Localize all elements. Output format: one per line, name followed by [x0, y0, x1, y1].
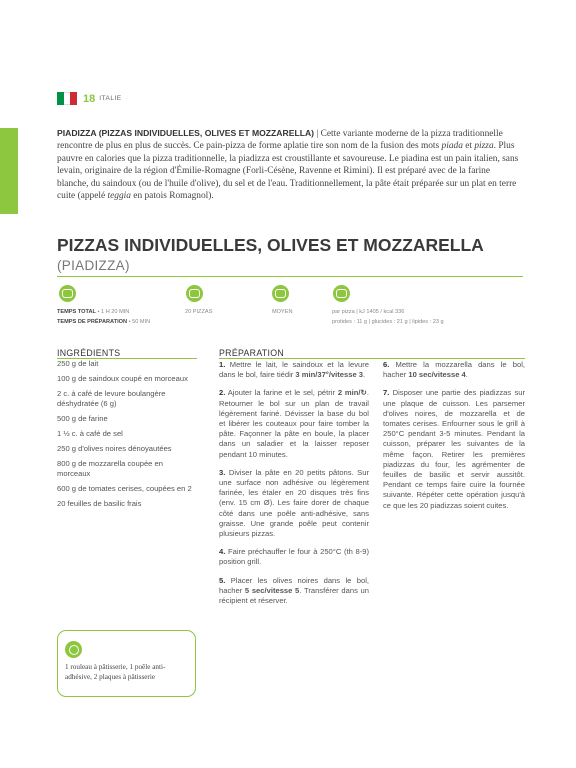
ingredient-item: 600 g de tomates cerises, coupées en 2 — [57, 483, 192, 493]
total-time-value: 1 H 20 MIN — [101, 309, 130, 315]
step-7 — [383, 388, 525, 510]
equipment-icon — [65, 641, 82, 658]
page-header — [57, 92, 122, 105]
intro-text-2: et — [462, 141, 475, 152]
step-5 — [219, 576, 369, 607]
step-1-end: . — [363, 370, 366, 380]
step-3-number: 3. — [219, 467, 226, 477]
step-4 — [219, 547, 369, 567]
step-6-text: Mettre la mozzarella dans le bol, hacher — [383, 360, 525, 380]
ingredient-item: 100 g de saindoux coupé en morceaux — [57, 373, 188, 383]
step-2-end: . Retourner le bol sur un plan de travail légèrement fariné. Dévisser la base du bol et libérer les couteaux pour faire tomber la pâte. Façonner la pâte en boule, la placer dans un saladier et la laisser reposer pendant 10 minutes. — [219, 388, 369, 459]
timer-icon — [59, 285, 76, 302]
equipment-box — [57, 630, 196, 697]
intro-word-pizza: pizza — [474, 141, 494, 152]
ingredient-item: 500 g de farine — [57, 413, 108, 423]
recipe-title-sub: (PIADIZZA) — [57, 258, 130, 273]
intro-text-3: . Plus pauvre en calories que la pizza traditionnelle, la piadizza est croustillante et savoureuse. Le piadina est un pain italien, sans levain, originaire de la région d'Émilie-Romagne (Forli-Césène, Ravenne et Rimini). Il est préparé avec de la farine blanche, du saindoux (ou de l'huile d'olive), du sel et de l'eau. Traditionnellement, la pâte était préparée sur un plat en terre cuite (appelé — [57, 141, 519, 202]
kneading-mode-icon: ↻ — [360, 388, 367, 398]
step-1 — [219, 360, 369, 380]
ingredient-item: 20 feuilles de basilic frais — [57, 498, 142, 508]
preparation-column-1 — [219, 360, 369, 614]
title-divider — [57, 276, 523, 277]
difficulty-value: MOYEN — [272, 309, 293, 315]
step-6 — [383, 360, 525, 380]
page-number: 18 — [83, 92, 96, 105]
step-4-text: Faire préchauffer le four à 250°C (th 8-9) position grill. — [219, 547, 369, 567]
prep-time-value: 50 MIN — [132, 319, 151, 325]
preparation-divider — [219, 358, 525, 359]
recipe-title-main: PIZZAS INDIVIDUELLES, OLIVES ET MOZZARELLA — [57, 235, 484, 255]
italy-flag-icon — [57, 92, 77, 105]
intro-text-4: en patois Romagnol). — [130, 191, 214, 202]
step-6-number: 6. — [383, 360, 390, 369]
ingredient-item: 2 c. à café de levure boulangère déshydratée (6 g) — [57, 388, 166, 408]
ingredients-heading: INGRÉDIENTS — [57, 348, 121, 358]
nutrition-icon — [333, 285, 350, 302]
ingredient-item: 250 g de lait — [57, 359, 99, 368]
intro-title: PIADIZZA (PIZZAS INDIVIDUELLES, OLIVES ET MOZZARELLA) — [57, 128, 315, 138]
step-1-number: 1. — [219, 360, 226, 369]
step-4-number: 4. — [219, 547, 226, 557]
step-6-setting: 10 sec/vitesse 4 — [408, 370, 466, 380]
recipe-title — [57, 236, 527, 275]
step-1-setting: 3 min/37°/vitesse 3 — [295, 370, 364, 380]
step-3-text: Diviser la pâte en 20 petits pâtons. Sur une surface non adhésive ou légèrement farinée, les étaler en 20 disques très fins (env. 15 cm Ø). Les faire dorer de chaque côté dans une poêle anti-adhésive, sans graisse. Une grande poêle peut contenir plusieurs pizzas. — [219, 467, 369, 539]
intro-paragraph — [57, 127, 521, 202]
country-label: ITALIE — [99, 95, 122, 102]
step-1-text: Mettre le lait, le saindoux et la levure dans le bol, faire tiédir — [219, 360, 369, 380]
time-info: TEMPS TOTAL • 1 H 20 MIN TEMPS DE PRÉPARATION • 50 MIN — [57, 309, 151, 325]
intro-separator: | — [314, 129, 321, 139]
step-5-setting: 5 sec/vitesse 5 — [244, 585, 300, 595]
preparation-column-2 — [383, 360, 525, 519]
chapter-tab — [0, 128, 18, 214]
step-7-number: 7. — [383, 388, 390, 398]
step-3 — [219, 468, 369, 539]
step-7-text: Disposer une partie des piadizzas sur une plaque de cuisson. Les parsemer d'olives noires, de mozzarella et de tomates cerises. Enfourner sous le grill à 250°C pendant 3-5 minutes. Pendant la cuisson, préparer les suivantes de la même façon. Retirer les premières piadizzas du four, les agrémenter de feuilles de basilic et servir aussitôt. Pendant ce temps faire cuire la fournée suivante. Répéter cette opération jusqu'à ce que les 20 piadizzas soient cuites. — [383, 388, 525, 510]
ingredient-item: 250 g d'olives noires dénoyautées — [57, 443, 172, 453]
portions-value: 20 PIZZAS — [185, 309, 213, 315]
step-2 — [219, 388, 369, 459]
nutrition-info — [332, 307, 444, 327]
step-2-number: 2. — [219, 388, 226, 398]
nutrition-line-2: protides : 11 g | glucides : 21 g | lipides : 23 g — [332, 319, 444, 325]
intro-text-1: Cette variante moderne de la pizza traditionnelle rencontre de plus en plus de succès. Ce pain-pizza de forme aplatie tire son nom de la fusion des mots — [57, 129, 503, 152]
ingredient-item: 800 g de mozzarella coupée en morceaux — [57, 458, 163, 478]
step-5-text: Placer les olives noires dans le bol, hacher — [219, 575, 369, 595]
step-5-number: 5. — [219, 575, 226, 585]
intro-word-piada: piada — [441, 141, 463, 152]
nutrition-line-1: par pizza | kJ 1405 / kcal 336 — [332, 309, 405, 315]
intro-word-teggia: teggia — [107, 191, 131, 202]
servings-icon — [186, 285, 203, 302]
total-time-label: TEMPS TOTAL — [57, 309, 96, 315]
equipment-text: 1 rouleau à pâtisserie, 1 poêle anti-adhésive, 2 plaques à pâtisserie — [65, 663, 166, 681]
ingredients-list — [57, 359, 197, 513]
ingredient-item: 1 ½ c. à café de sel — [57, 428, 123, 438]
difficulty-icon — [272, 285, 289, 302]
preparation-heading: PRÉPARATION — [219, 348, 285, 358]
prep-time-label: TEMPS DE PRÉPARATION — [57, 319, 128, 325]
step-2-text: Ajouter la farine et le sel, pétrir — [225, 388, 338, 398]
step-6-end: . — [465, 370, 468, 380]
step-2-setting: 2 min/ — [337, 388, 361, 398]
step-5-end: . Transférer dans un récipient et réserver. — [219, 585, 369, 606]
